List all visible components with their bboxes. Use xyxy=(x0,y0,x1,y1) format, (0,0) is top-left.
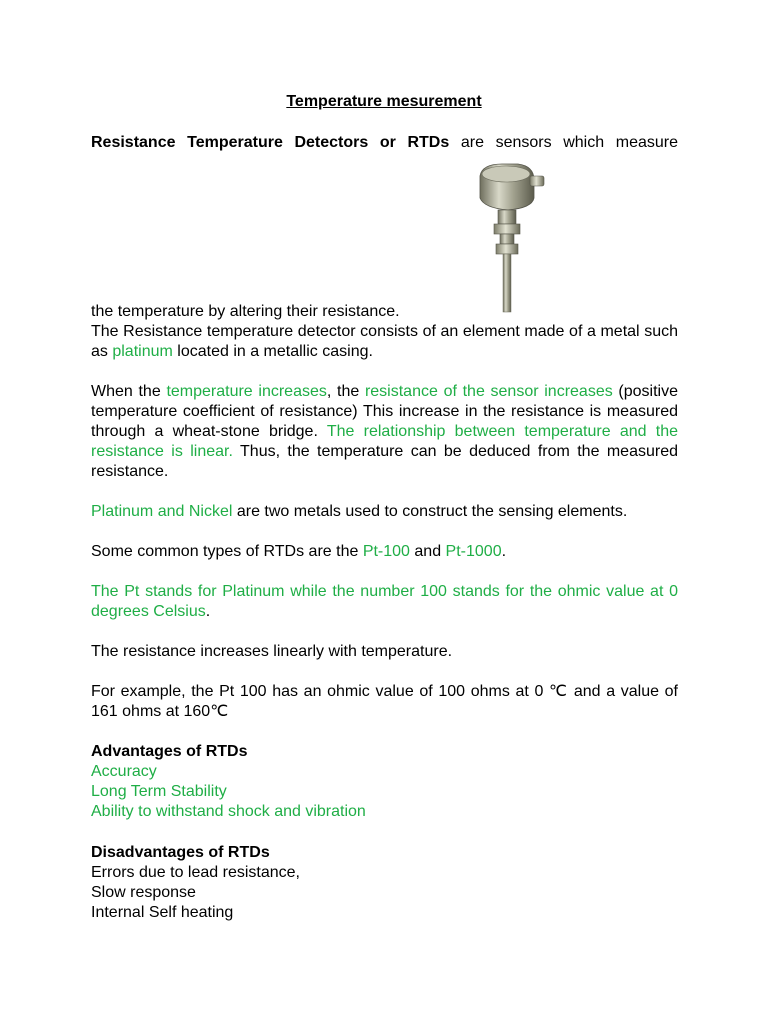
text-span: are two metals used to construct the sensing elements. xyxy=(232,503,628,520)
highlight-pt-meaning: The Pt stands for Platinum while the number 100 stands for the ohmic value at 0 degrees Celsius xyxy=(91,583,678,620)
highlight-platinum: platinum xyxy=(112,343,173,360)
disadvantage-item: Internal Self heating xyxy=(91,904,234,921)
rtd-bold-lead: Resistance Temperature Detectors or RTDs xyxy=(91,134,450,151)
paragraph-linear: The resistance increases linearly with temperature. xyxy=(91,643,453,660)
disadvantages-heading: Disadvantages of RTDs xyxy=(91,844,270,861)
text-span: located in a metallic casing. xyxy=(172,343,373,360)
paragraph-metals xyxy=(91,502,678,522)
advantages-heading: Advantages of RTDs xyxy=(91,743,248,760)
text-span: The Resistance temperature detector consists of an element made of a metal such as xyxy=(91,323,678,360)
text-span: and xyxy=(409,543,446,560)
text-span: . xyxy=(205,603,211,620)
advantage-item: Ability to withstand shock and vibration xyxy=(91,803,366,820)
paragraph-pt-meaning xyxy=(91,582,678,622)
highlight-linear-relationship: The relationship between temperature and the resistance is linear. xyxy=(91,423,678,460)
advantage-item: Long Term Stability xyxy=(91,783,227,800)
text-span: (positive temperature coefficient of resistance) This increase in the resistance is measured through a wheat-stone bridge. xyxy=(91,383,679,440)
paragraph-increase xyxy=(91,382,678,482)
disadvantages-section xyxy=(91,843,678,923)
disadvantage-item: Slow response xyxy=(91,884,196,901)
highlight-temperature-increases: temperature increases xyxy=(166,383,327,400)
text-span: Some common types of RTDs are the xyxy=(91,543,363,560)
disadvantage-item: Errors due to lead resistance, xyxy=(91,864,300,881)
intro-line-1 xyxy=(91,133,678,153)
paragraph-types xyxy=(91,542,678,562)
text-span: When the xyxy=(91,383,167,400)
paragraph-element xyxy=(91,322,678,362)
intro-line-2: the temperature by altering their resistance. xyxy=(91,303,400,320)
highlight-pt100: Pt-100 xyxy=(362,543,410,560)
page-title: Temperature mesurement xyxy=(286,93,482,110)
highlight-pt1000: Pt-1000 xyxy=(445,543,502,560)
text-span: , the xyxy=(326,383,365,400)
advantages-section xyxy=(91,742,678,822)
highlight-platinum-nickel: Platinum and Nickel xyxy=(91,503,233,520)
text-span: . xyxy=(501,543,507,560)
rtd-sensor-image xyxy=(468,162,548,314)
paragraph-example: For example, the Pt 100 has an ohmic value of 100 ohms at 0 ℃ and a value of 161 ohms at 160℃ xyxy=(91,683,678,720)
intro-line-1-rest: are sensors which measure xyxy=(449,134,678,151)
advantage-item: Accuracy xyxy=(91,763,157,780)
highlight-resistance-increases: resistance of the sensor increases xyxy=(364,383,613,400)
text-span: Thus, the temperature can be deduced from the measured resistance. xyxy=(91,443,678,480)
